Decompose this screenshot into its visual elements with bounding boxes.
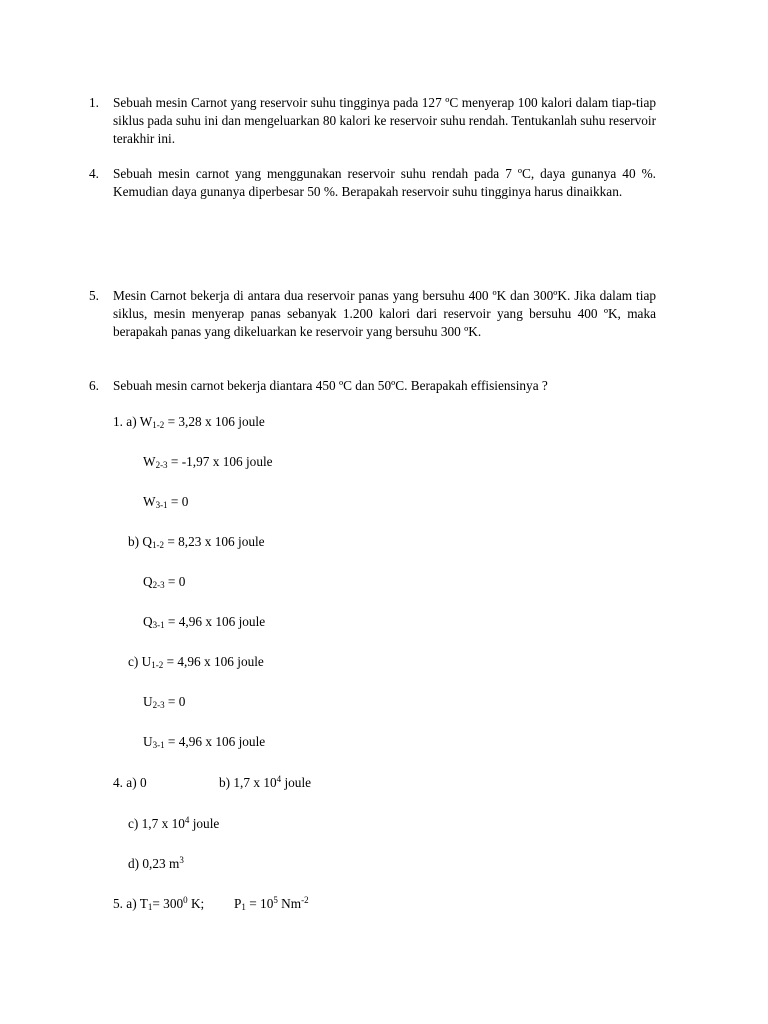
superscript: 3 (179, 855, 184, 865)
superscript: 4 (276, 774, 282, 784)
question-6 (89, 377, 656, 395)
superscript: 0 (183, 895, 188, 905)
answer-value: = 0 (164, 694, 186, 709)
answer-1b-q31 (143, 613, 265, 631)
answer-1c-u31 (143, 733, 265, 751)
answer-value: 4. a) 0 (113, 775, 147, 790)
answer-label: U (143, 694, 153, 709)
answer-1c-u12 (128, 653, 264, 671)
question-text: Sebuah mesin Carnot yang reservoir suhu tingginya pada 127 ºC menyerap 100 kalori dalam tiap-tiap siklus pada suhu ini dan mengeluarkan 80 kalori ke reservoir suhu rendah. Tentukanlah suhu reservoir terakhir ini. (113, 95, 656, 146)
answer-value: = 300 (152, 896, 184, 911)
answer-1a-w12 (113, 413, 265, 431)
answer-unit: K; (187, 896, 205, 911)
answer-label: b) Q (128, 534, 153, 549)
question-5 (89, 287, 656, 341)
question-number: 5. (89, 288, 99, 303)
answer-label: 5. a) T (113, 896, 148, 911)
superscript: 4 (184, 815, 190, 825)
answer-value: = 0 (167, 494, 189, 509)
answer-label: c) U (128, 654, 152, 669)
answer-unit: joule (189, 816, 220, 831)
answer-4d (128, 855, 184, 873)
subscript: 1-2 (151, 660, 164, 670)
question-text: Mesin Carnot bekerja di antara dua reservoir panas yang bersuhu 400 ºK dan 300ºK. Jika dalam tiap siklus, mesin menyerap panas sebanyak 1.200 kalori dari reservoir yang bersuhu 400 ºK, maka berapakah panas yang dikeluarkan ke reservoir yang bersuhu 300 ºK. (113, 288, 656, 339)
answer-label: Q (143, 614, 153, 629)
question-4 (89, 165, 656, 201)
answer-4b (219, 774, 311, 792)
subscript: 1-2 (152, 420, 165, 430)
subscript: 3-1 (152, 620, 165, 630)
superscript: -2 (301, 895, 309, 905)
answer-value: = 4,96 x 106 joule (164, 614, 266, 629)
answer-4c (128, 815, 219, 833)
subscript: 2-3 (155, 460, 168, 470)
answer-value: c) 1,7 x 10 (128, 816, 185, 831)
answer-1c-u23 (143, 693, 185, 711)
answer-label: U (143, 734, 153, 749)
answer-1b-q12 (128, 533, 265, 551)
subscript: 2-3 (152, 700, 165, 710)
subscript: 3-1 (155, 500, 168, 510)
answer-5a (113, 895, 204, 913)
answer-value: d) 0,23 m (128, 856, 180, 871)
subscript: 2-3 (152, 580, 165, 590)
answer-label: P (234, 896, 242, 911)
answer-label: W (143, 494, 156, 509)
answer-label: 1. a) W (113, 414, 153, 429)
question-number: 1. (89, 95, 99, 110)
answer-label: Q (143, 574, 153, 589)
answer-value: = 4,96 x 106 joule (164, 734, 266, 749)
answer-unit: joule (281, 775, 312, 790)
question-text: Sebuah mesin carnot bekerja diantara 450 ºC dan 50ºC. Berapakah effisiensinya ? (113, 378, 548, 393)
question-number: 4. (89, 166, 99, 181)
answer-1a-w31 (143, 493, 188, 511)
answer-5a-pressure (234, 895, 309, 913)
question-number: 6. (89, 378, 99, 393)
question-text: Sebuah mesin carnot yang menggunakan reservoir suhu rendah pada 7 ºC, daya gunanya 40 %. Kemudian daya gunanya diperbesar 50 %. Berapakah reservoir suhu tingginya harus dinaikkan. (113, 166, 656, 199)
question-1 (89, 94, 656, 148)
answer-value: = 8,23 x 106 joule (164, 534, 265, 549)
subscript: 1-2 (152, 540, 165, 550)
answer-value: = 3,28 x 106 joule (164, 414, 265, 429)
answer-value: = 0 (164, 574, 186, 589)
answer-4a (113, 774, 147, 792)
superscript: 5 (273, 895, 278, 905)
subscript: 1 (147, 902, 153, 912)
answer-value: = 4,96 x 106 joule (163, 654, 264, 669)
subscript: 1 (241, 902, 246, 912)
answer-label: W (143, 454, 156, 469)
answer-unit: Nm (277, 896, 302, 911)
answer-value: = -1,97 x 106 joule (167, 454, 273, 469)
answer-value: b) 1,7 x 10 (219, 775, 277, 790)
answer-value: = 10 (245, 896, 274, 911)
answer-1b-q23 (143, 573, 185, 591)
subscript: 3-1 (152, 740, 165, 750)
answer-1a-w23 (143, 453, 273, 471)
